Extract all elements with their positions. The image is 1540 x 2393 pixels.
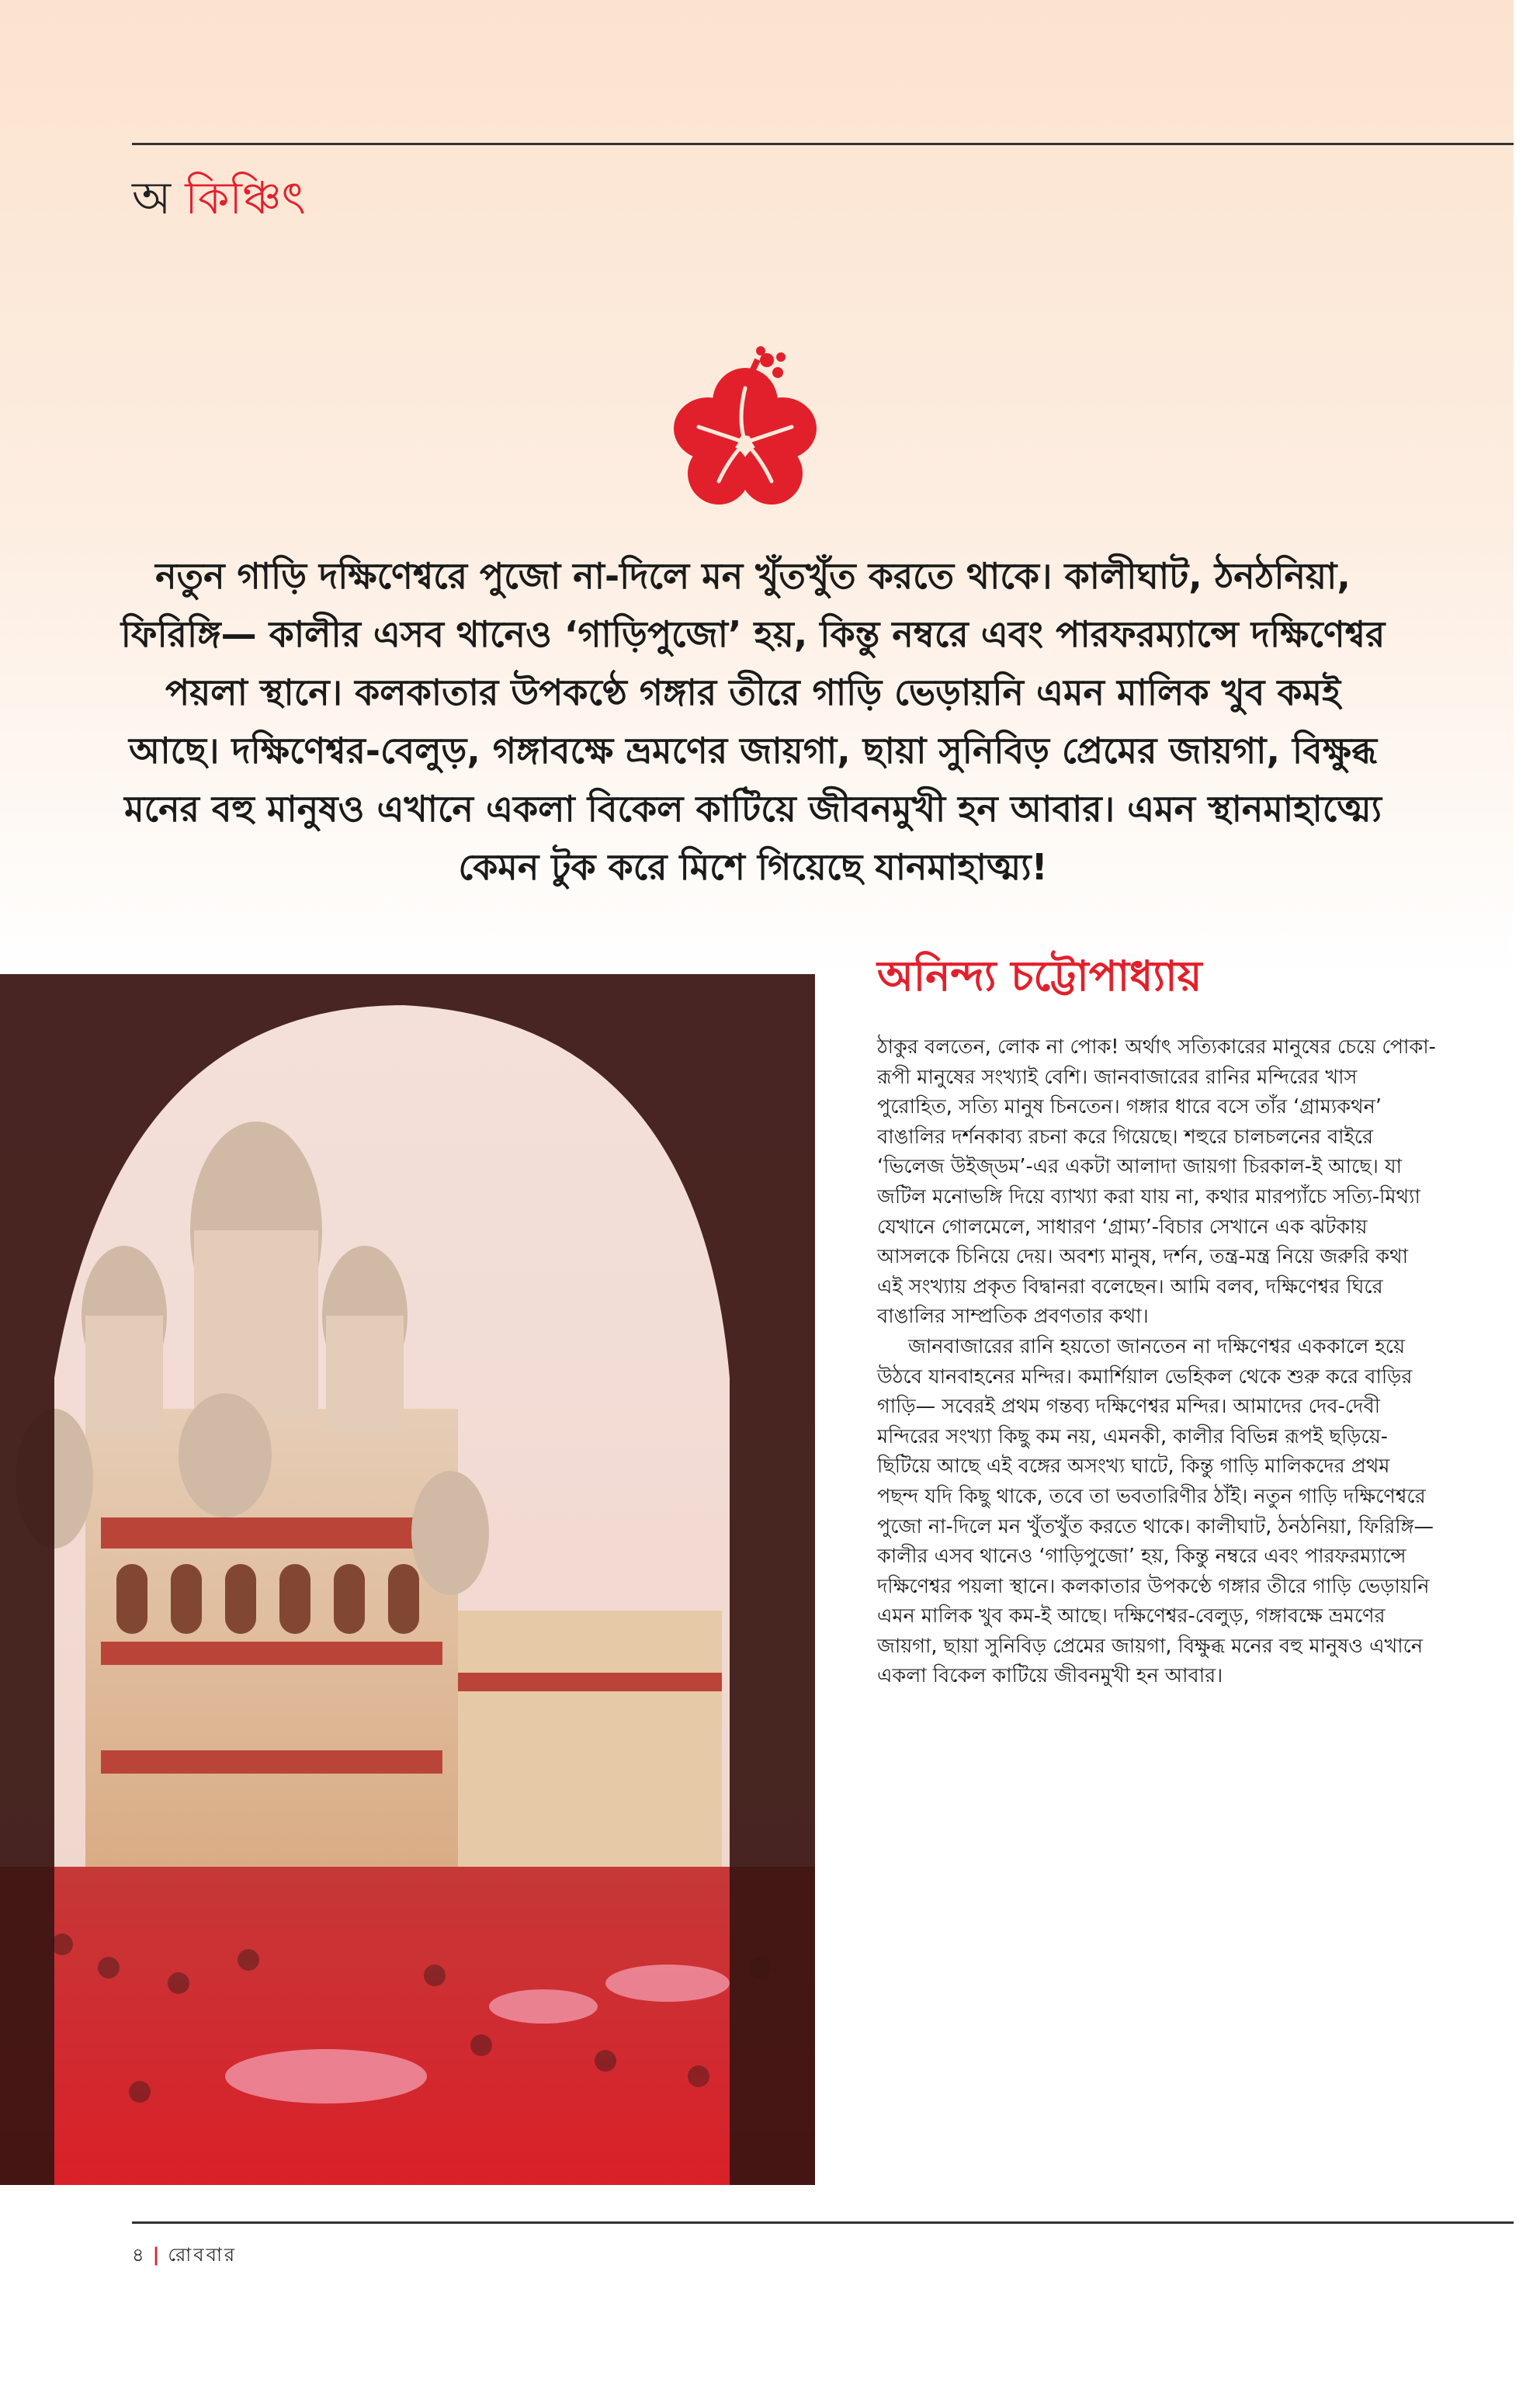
page-number: ৪: [132, 2244, 147, 2266]
bottom-rule: [132, 2221, 1514, 2224]
body-paragraph-1: ঠাকুর বলতেন, লোক না পোক! অর্থাৎ সত্যিকারের মানুষের চেয়ে পোকা-রূপী মানুষের সংখ্যাই বেশি। জানবাজারের রানির মন্দিরের খাস পুরোহিত, সত্যি মানুষ চিনতেন। গঙ্গার ধারে বসে তাঁর ‘গ্রাম্যকথন’ বাঙালির দর্শনকাব্য রচনা করে গিয়েছে। শহুরে চালচলনের বাইরে ‘ভিলেজ উইজ্ডম’-এর একটা আলাদা জায়গা চিরকাল-ই আছে। যা জটিল মনোভঙ্গি দিয়ে ব্যাখ্যা করা যায় না, কথার মারপ্যাঁচে সত্যি-মিথ্যা যেখানে গোলমেলে, সাধারণ ‘গ্রাম্য’-বিচার সেখানে এক ঝটকায় আসলকে চিনিয়ে দেয়। অবশ্য মানুষ, দর্শন, তন্ত্র-মন্ত্র নিয়ে জরুরি কথা এই সংখ্যায় প্রকৃত বিদ্বানরা বলেছেন। আমি বলব, দক্ষিণেশ্বর ঘিরে বাঙালির সাম্প্রতিক প্রবণতার কথা।: [877, 1035, 1436, 1329]
hibiscus-flower-icon: [668, 342, 823, 520]
temple-photo: [0, 974, 815, 2185]
page-footer: [132, 2242, 237, 2268]
footer-separator: |: [152, 2244, 162, 2266]
author-byline: অনিন্দ্য চট্টোপাধ্যায়: [877, 952, 1202, 1001]
article-body: [877, 1032, 1436, 1691]
body-paragraph-2: জানবাজারের রানি হয়তো জানতেন না দক্ষিণেশ্বর এককালে হয়ে উঠবে যানবাহনের মন্দির। কমার্শিয়াল ভেহিকল থেকে শুরু করে বাড়ির গাড়ি— সবেরই প্রথম গন্তব্য দক্ষিণেশ্বর মন্দির। আমাদের দেব-দেবী মন্দিরের সংখ্যা কিছু কম নয়, এমনকী, কালীর বিভিন্ন রূপই ছড়িয়ে-ছিটিয়ে আছে এই বঙ্গের অসংখ্য ঘাটে, কিন্তু গাড়ি মালিকদের প্রথম পছন্দ যদি কিছু থাকে, তবে তা ভবতারিণীর ঠাঁই। নতুন গাড়ি দক্ষিণেশ্বরে পুজো না-দিলে মন খুঁতখুঁত করতে থাকে। কালীঘাট, ঠনঠনিয়া, ফিরিঙ্গি— কালীর এসব থানেও ‘গাড়িপুজো’ হয়, কিন্তু নম্বরে এবং পারফরম্যান্সে দক্ষিণেশ্বর পয়লা স্থানে। কলকাতার উপকণ্ঠে গঙ্গার তীরে গাড়ি ভেড়ায়নি এমন মালিক খুব কম-ই আছে। দক্ষিণেশ্বর-বেলুড়, গঙ্গাবক্ষে ভ্রমণের জায়গা, ছায়া সুনিবিড় প্রেমের জায়গা, বিক্ষুব্ধ মনের বহু মানুষও এখানে একলা বিকেল কাটিয়ে জীবনমুখী হন আবার।: [877, 1334, 1434, 1688]
section-prefix: অ: [132, 172, 172, 224]
magazine-name: রোববার: [168, 2244, 238, 2266]
intro-paragraph: নতুন গাড়ি দক্ষিণেশ্বরে পুজো না-দিলে মন খুঁতখুঁত করতে থাকে। কালীঘাট, ঠনঠনিয়া, ফিরিঙ্গি— কালীর এসব থানেও ‘গাড়িপুজো’ হয়, কিন্তু নম্বরে এবং পারফরম্যান্সে দক্ষিণেশ্বর পয়লা স্থানে। কলকাতার উপকণ্ঠে গঙ্গার তীরে গাড়ি ভেড়ায়নি এমন মালিক খুব কমই আছে। দক্ষিণেশ্বর-বেলুড়, গঙ্গাবক্ষে ভ্রমণের জায়গা, ছায়া সুনিবিড় প্রেমের জায়গা, বিক্ষুব্ধ মনের বহু মানুষও এখানে একলা বিকেল কাটিয়ে জীবনমুখী হন আবার। এমন স্থানমাহাত্ম্যে কেমন টুক করে মিশে গিয়েছে যানমাহাত্ম্য!: [120, 555, 1386, 888]
page-edge: [1514, 0, 1540, 2393]
section-label: [132, 171, 306, 225]
top-rule: [132, 143, 1514, 145]
section-title: কিঞ্চিৎ: [185, 172, 306, 224]
